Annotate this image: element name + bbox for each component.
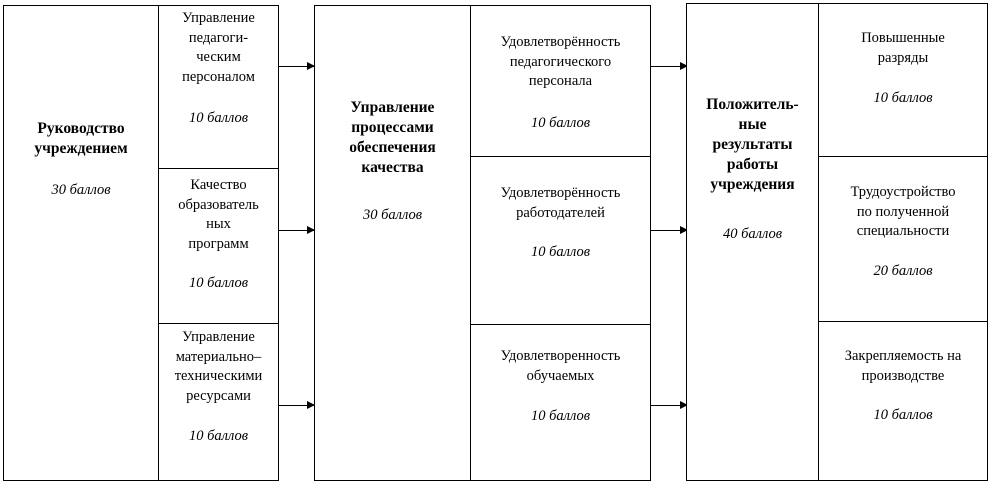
- management-item-title: Качество образователь ных программ: [178, 177, 259, 252]
- satisfaction-divider-1: [471, 156, 650, 157]
- leadership-title: Руководство учреждением: [34, 120, 128, 157]
- result-item-score: 10 баллов: [873, 407, 933, 423]
- management-item-score: 10 баллов: [188, 275, 249, 291]
- result-item-title: Трудоустройство по полученной специальности: [850, 184, 956, 239]
- satisfaction-divider-2: [471, 324, 650, 325]
- satisfaction-item-title: Удовлетворённость педагогического персонала: [500, 34, 621, 89]
- processes-box: [314, 5, 471, 481]
- satisfaction-column: [470, 5, 651, 481]
- result-items-column: [818, 3, 988, 481]
- results-title: Положитель- ные результаты работы учреждения: [706, 96, 799, 193]
- arrow-satisfaction-2: [651, 230, 687, 231]
- arrow-management-2: [279, 230, 314, 231]
- result-divider-1: [819, 156, 987, 157]
- result-item-title: Закрепляемость на производстве: [844, 348, 962, 384]
- management-item-title: Управление педагоги- ческим персоналом: [182, 10, 255, 85]
- results-box: [686, 3, 819, 481]
- result-item-title: Повышенные разряды: [861, 30, 945, 66]
- results-score: 40 баллов: [722, 226, 783, 242]
- arrow-management-1: [279, 66, 314, 67]
- satisfaction-item-score: 10 баллов: [530, 408, 591, 424]
- management-item-score: 10 баллов: [188, 428, 249, 444]
- satisfaction-item-title: Удовлетворённость работодателей: [500, 185, 621, 221]
- management-item-score: 10 баллов: [188, 110, 249, 126]
- management-item-title: Управление материально– техническими ресурсами: [174, 329, 263, 404]
- management-column: [158, 5, 279, 481]
- satisfaction-item-title: Удовлетворенность обучаемых: [500, 348, 621, 384]
- result-divider-2: [819, 321, 987, 322]
- satisfaction-item-score: 10 баллов: [530, 244, 591, 260]
- result-item-score: 20 баллов: [873, 263, 933, 279]
- arrow-satisfaction-3: [651, 405, 687, 406]
- management-divider-2: [159, 323, 278, 324]
- leadership-box: [3, 5, 159, 481]
- result-item-score: 10 баллов: [873, 90, 933, 106]
- management-divider-1: [159, 168, 278, 169]
- satisfaction-item-score: 10 баллов: [530, 115, 591, 131]
- processes-title: Управление процессами обеспечения качества: [349, 99, 436, 176]
- leadership-score: 30 баллов: [51, 182, 111, 198]
- processes-score: 30 баллов: [362, 207, 423, 223]
- arrow-management-3: [279, 405, 314, 406]
- arrow-satisfaction-1: [651, 66, 687, 67]
